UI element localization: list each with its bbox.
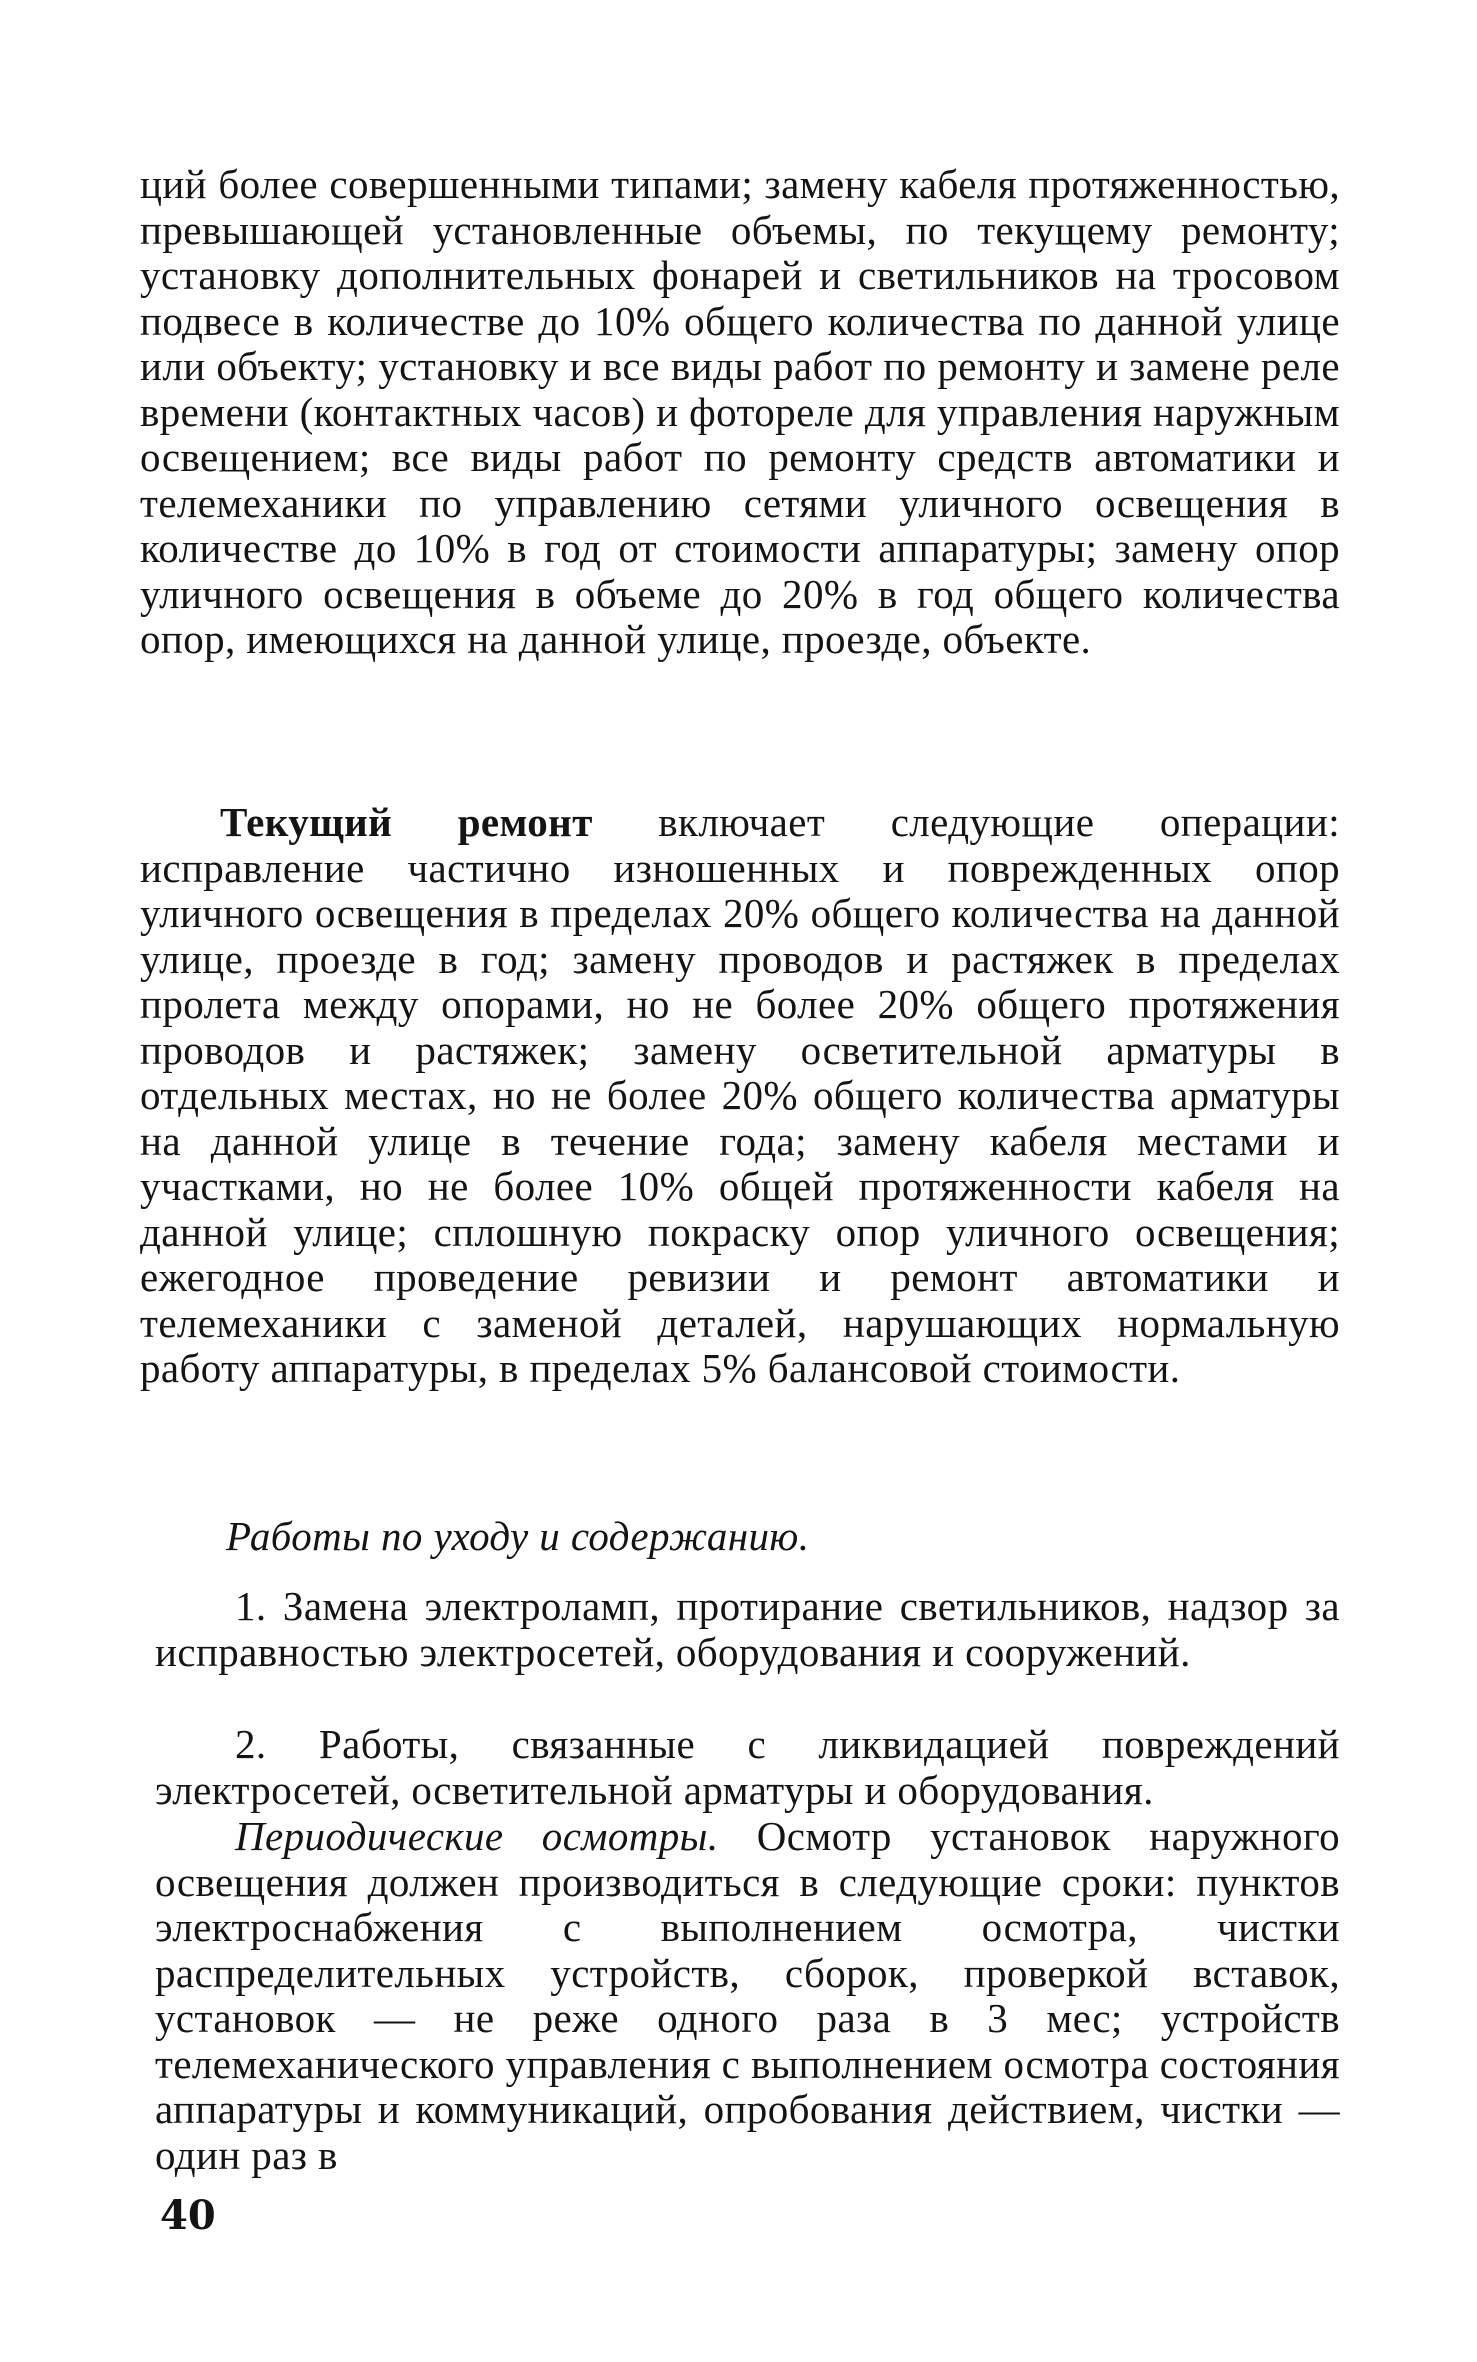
paragraph-text: включает следующие операции: исправление частично изношенных и поврежденных опор уличного освещения в пределах 20% общего количества на данной улице, проезде в год; замену проводов и растяжек в пределах пролета между опорами, но не более 20% общего протяжения проводов и растяжек; замену осветительной арматуры в отдельных местах, но не более 20% общего количества арматуры на данной улице в течение года; замену кабеля местами и участками, но не более 10% общей протяженности кабеля на данной улице; сплошную покраску опор уличного освещения; ежегодное проведение ревизии и ремонт автоматики и телемеханики с заменой деталей, нарушающих нормальную работу аппаратуры, в пределах 5% балансовой стоимости. bbox=[140, 799, 1340, 1391]
paragraph-text: Осмотр установок наружного освещения должен производиться в следующие сроки: пунктов электроснабжения с выполнением осмотра, чистки распределительных устройств, сборок, проверкой вставок, установок — не реже одного раза в 3 мес; устройств телемеханического управления с выполнением осмотра состояния аппаратуры и коммуникаций, опробования действием, чистки — один раз в bbox=[155, 1813, 1340, 2178]
paragraph-text: ций более совершенными типами; замену кабеля протяженностью, превышающей установленные объемы, по текущему ремонту; установку дополнительных фонарей и светильников на тросовом подвесе в количестве до 10% общего количества по данной улице или объекту; установку и все виды работ по ремонту и замене реле времени (контактных часов) и фотореле для управления наружным освещением; все виды работ по ремонту средств автоматики и телемеханики по управлению сетями уличного освещения в количестве до 10% в год от стоимости аппаратуры; замену опор уличного освещения в объеме до 20% в год общего количества опор, имеющихся на данной улице, проезде, объекте. bbox=[140, 161, 1340, 662]
list-item bbox=[155, 1722, 1340, 1813]
section-heading: Работы по уходу и содержанию. bbox=[226, 1513, 810, 1559]
paragraph-continued bbox=[140, 162, 1340, 663]
paragraph-periodic-inspections bbox=[155, 1814, 1340, 2178]
paragraph-lead-term: Текущий ремонт bbox=[220, 799, 593, 845]
list-item bbox=[155, 1584, 1340, 1675]
list-item-text: 1. Замена электроламп, протирание светильников, надзор за исправностью электросетей, оборудования и сооружений. bbox=[155, 1583, 1340, 1675]
paragraph-current-repair bbox=[140, 800, 1340, 1392]
list-item-text: 2. Работы, связанные с ликвидацией повреждений электросетей, осветительной арматуры и оборудования. bbox=[155, 1721, 1340, 1813]
paragraph-lead-term: Периодические осмотры. bbox=[235, 1813, 719, 1859]
page-number: 40 bbox=[160, 2192, 216, 2239]
